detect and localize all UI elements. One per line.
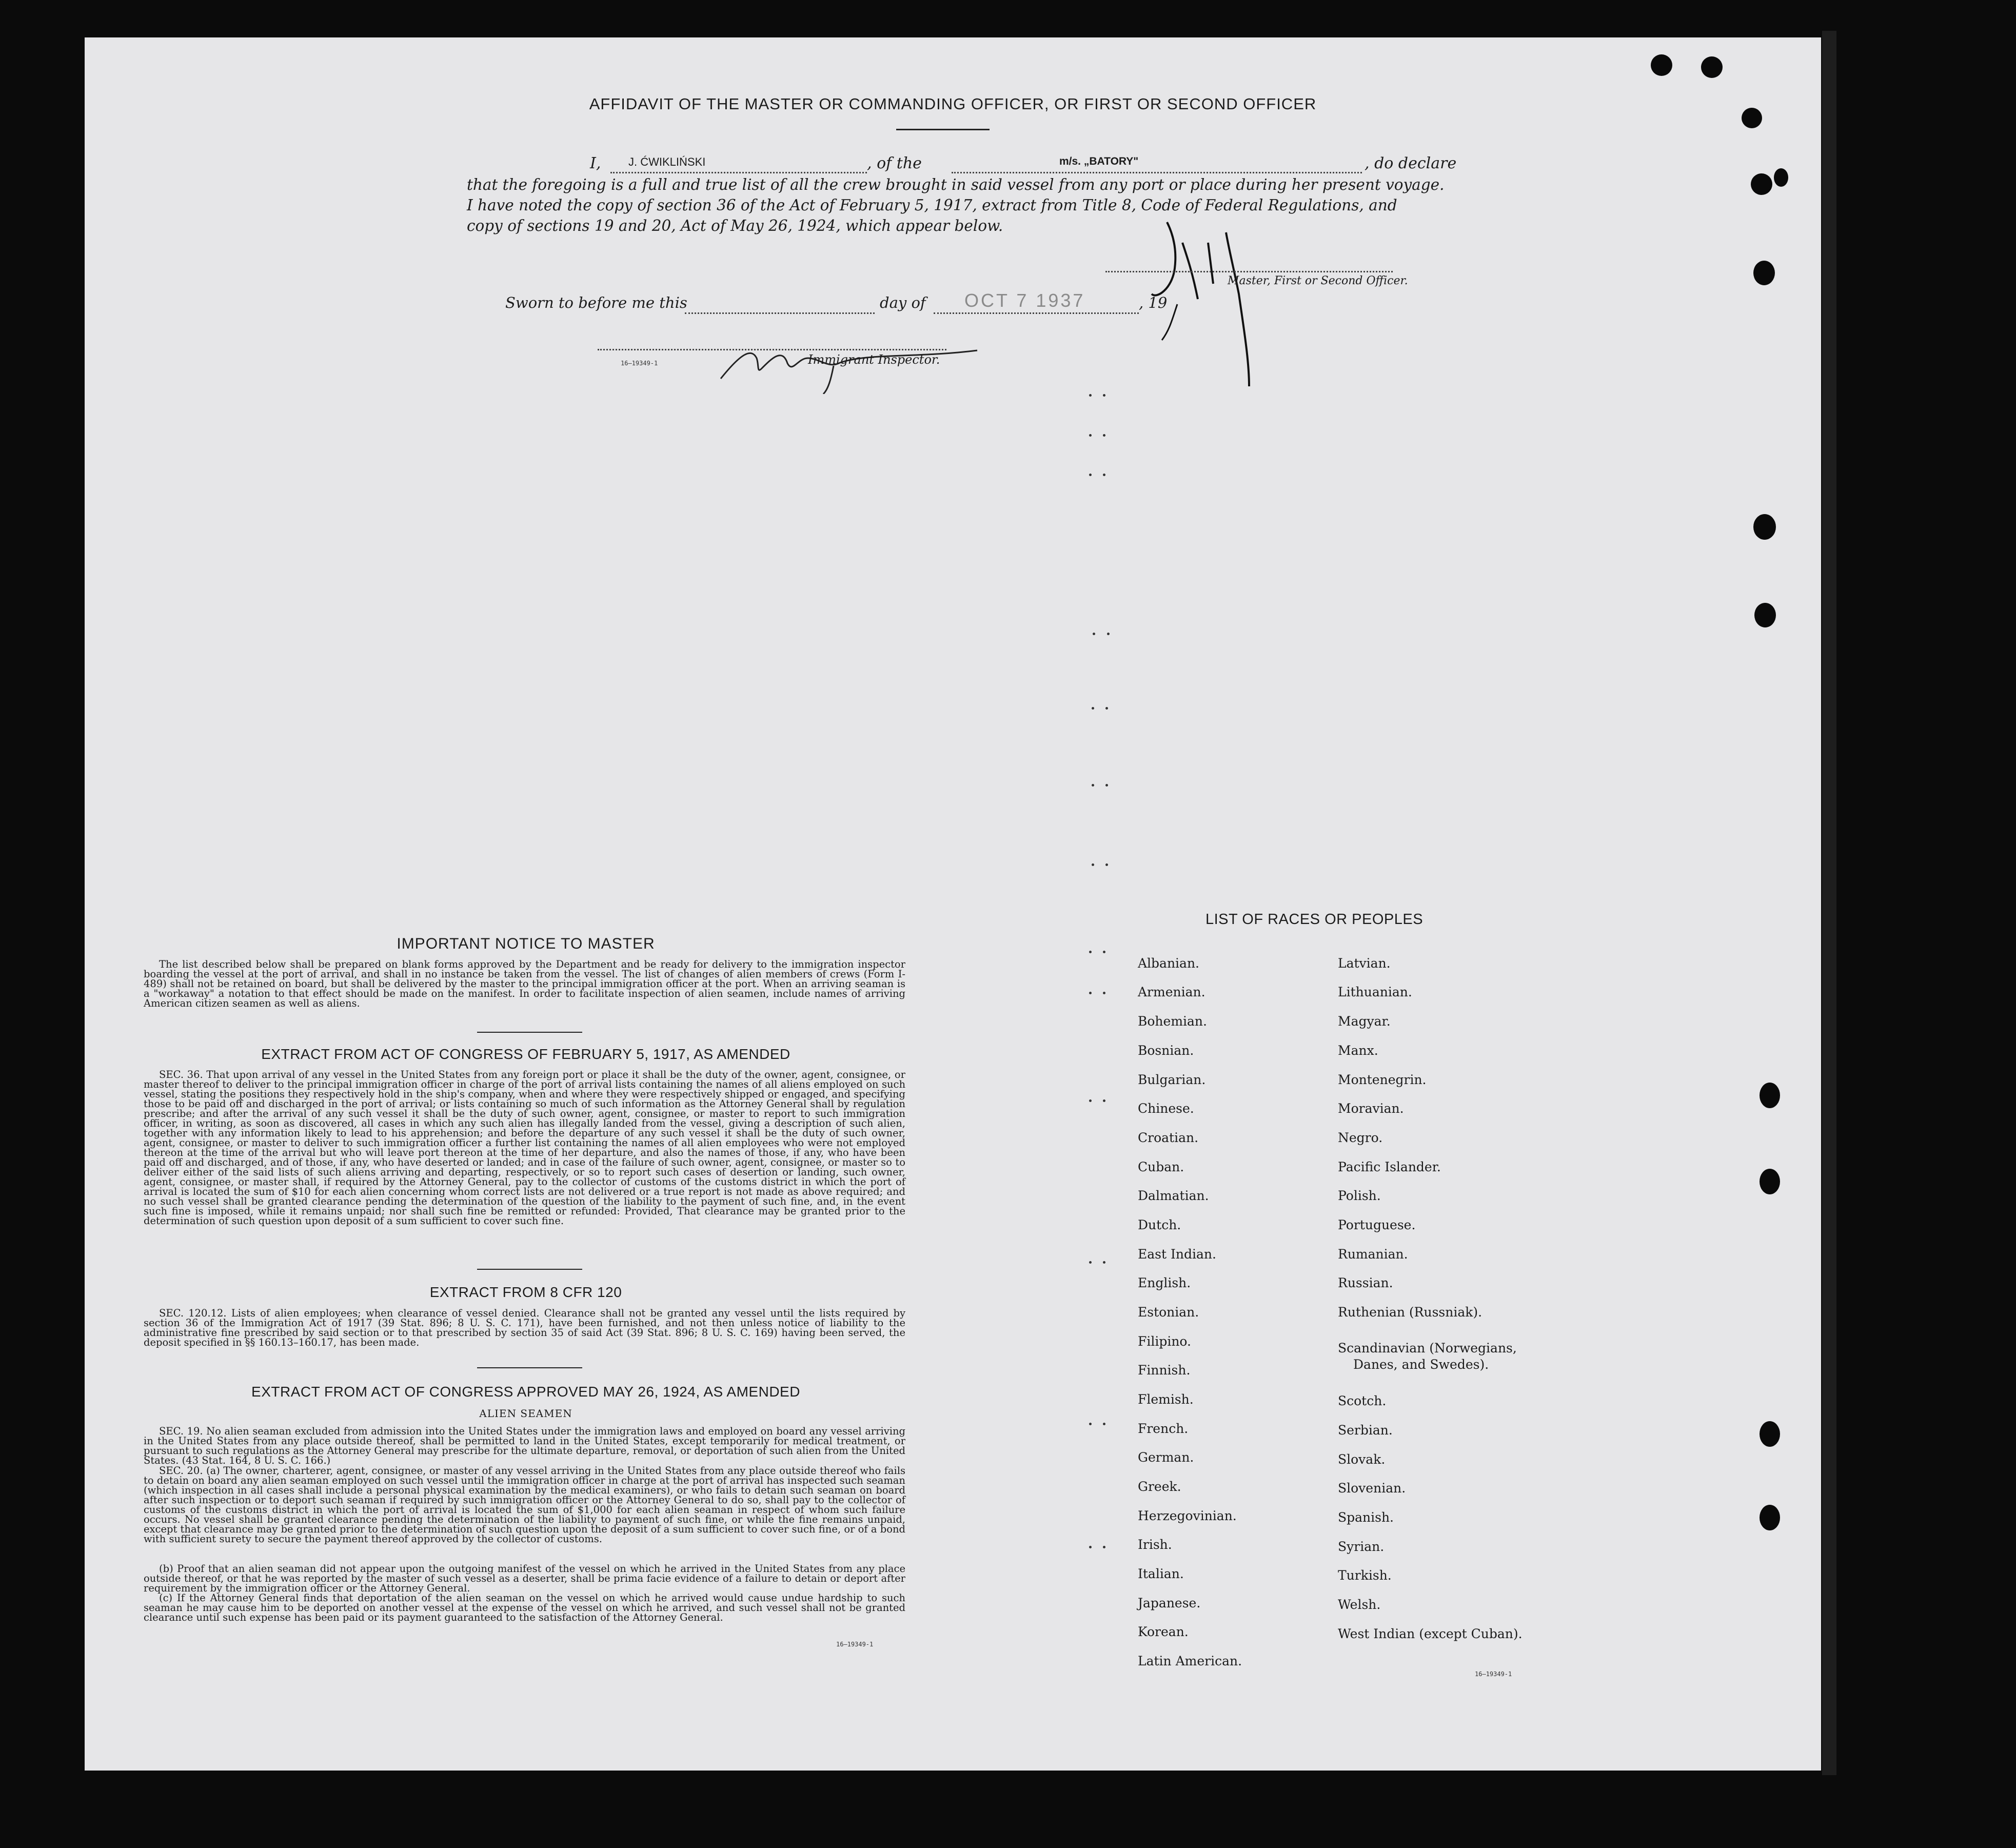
- race-item: Manx.: [1338, 1043, 1378, 1058]
- mark: [1103, 1261, 1105, 1264]
- race-item: Syrian.: [1338, 1539, 1385, 1554]
- extract-form-number: 16—19349-1: [836, 1641, 874, 1648]
- races-title: LIST OF RACES OR PEOPLES: [1205, 911, 1424, 928]
- race-item: Chinese.: [1138, 1101, 1194, 1116]
- race-item: Lithuanian.: [1338, 985, 1412, 999]
- sworn-month-line: [934, 312, 1139, 314]
- race-item: Filipino.: [1138, 1334, 1191, 1349]
- race-item: Montenegrin.: [1338, 1072, 1427, 1087]
- race-item: Irish.: [1138, 1537, 1172, 1552]
- punch-hole: [1760, 1505, 1780, 1530]
- extract1917-title: EXTRACT FROM ACT OF CONGRESS OF FEBRUARY 5, 1917, AS AMENDED: [261, 1046, 790, 1062]
- race-item: Albanian.: [1138, 956, 1200, 971]
- race-item: Scotch.: [1338, 1393, 1387, 1408]
- race-item: Cuban.: [1138, 1159, 1184, 1174]
- race-item: East Indian.: [1138, 1247, 1216, 1262]
- race-item: Portuguese.: [1338, 1217, 1416, 1232]
- race-item: Polish.: [1338, 1188, 1381, 1203]
- inspector-label: Immigrant Inspector.: [808, 352, 940, 367]
- mark: [1103, 992, 1105, 994]
- punch-hole: [1760, 1421, 1780, 1447]
- mark: [1092, 863, 1094, 866]
- race-item: Finnish.: [1138, 1363, 1191, 1378]
- punch-hole: [1753, 514, 1776, 540]
- extract1924-sec20c: (c) If the Attorney General finds that deportation of the alien seaman on the vessel on which he arrived would cause undue hardship to such seaman he may cause him to be deported on another vessel at the expense of the vessel on which he arrived, and such vessel shall not be granted clearance until such expense has been paid or its payment guaranteed to the satisfaction of the Attorney General.: [144, 1592, 905, 1623]
- mark: [1103, 1099, 1105, 1102]
- punch-hole: [1751, 173, 1772, 195]
- race-item: Moravian.: [1338, 1101, 1404, 1116]
- race-item: Slovenian.: [1338, 1481, 1406, 1496]
- year-prefix: , 19: [1139, 294, 1168, 311]
- race-item: Magyar.: [1338, 1014, 1391, 1029]
- race-item: Flemish.: [1138, 1392, 1194, 1407]
- punch-hole: [1651, 54, 1672, 76]
- race-item: Danes, and Swedes).: [1353, 1357, 1489, 1372]
- mark: [1105, 863, 1108, 866]
- mark: [1103, 474, 1105, 476]
- punch-hole: [1742, 108, 1762, 128]
- race-item: Korean.: [1138, 1624, 1189, 1639]
- title-rule: [896, 129, 990, 130]
- affidavit-of-the: , of the: [867, 154, 922, 172]
- sworn-line: [505, 290, 1275, 320]
- mark: [1103, 394, 1105, 397]
- officer-label: Master, First or Second Officer.: [1228, 274, 1408, 287]
- sworn-day-line: [685, 312, 875, 314]
- document-page: [85, 37, 1821, 1771]
- extract1924-sec20b: (b) Proof that an alien seaman did not appear upon the outgoing manifest of the vessel on which he arrived in the United States from any place outside thereof, or that he was reported by the master of such vessel as a deserter, shall be prima facie evidence of a failure to detain or deport after requirement by the immigration officer or the Attorney General.: [144, 1563, 905, 1594]
- master-name: J. ĆWIKLIŃSKI: [628, 155, 706, 168]
- punch-hole: [1760, 1083, 1780, 1108]
- mark: [1089, 1546, 1092, 1548]
- punch-hole: [1754, 603, 1776, 627]
- race-item: Russian.: [1338, 1275, 1393, 1290]
- notice-text: The list described below shall be prepared on blank forms approved by the Department and be ready for delivery to the immigration inspector boarding the vessel at the port of arrival, and shall in no instance be taken from the vessel. The list of changes of alien members of crews (Form I-489) shall not be retained on board, but shall be delivered by the master to the principal immigration officer at the port. When an arriving seaman is a "workaway" a notation to that effect should be made on the manifest. In order to facilitate inspection of alien seamen, include names of arriving American citizen seamen as well as aliens.: [144, 958, 905, 1009]
- race-item: Rumanian.: [1338, 1247, 1408, 1262]
- race-item: Greek.: [1138, 1479, 1181, 1494]
- extract1924-sec20a: SEC. 20. (a) The owner, charterer, agent, consignee, or master of any vessel arriving in the United States from any place outside thereof who fails to detain on board any alien seaman employed on such vessel until the immigration officer in charge at the port of arrival has inspected such seaman (which inspection in all cases shall include a personal physical examination by the medical examiners), or who fails to detain such seaman on board after such inspection or to deport such seaman if required by such immigration officer or the Attorney General to do so, shall pay to the collector of customs of the customs district in which the port of arrival is located the sum of $1,000 for each alien seaman in respect of whom such failure occurs. No vessel shall be granted clearance pending the determination of the liability to payment of such fine, or while the fine remains unpaid, except that clearance may be granted prior to the determination of such question upon the deposit of a sum sufficient to cover such fine, or of a bond with sufficient surety to secure the payment thereof approved by the collector of customs.: [144, 1465, 905, 1545]
- affidavit-do-declare: , do declare: [1365, 154, 1457, 172]
- extract1924-sec19: SEC. 19. No alien seaman excluded from admission into the United States under the immigration laws and employed on board any vessel arriving in the United States from any place outside thereof, shall be permitted to land in the United States, except temporarily for medical treatment, or pursuant to such regulations as the Attorney General may prescribe for the ultimate departure, removal, or deportation of such alien from the United States. (43 Stat. 164, 8 U. S. C. 166.): [144, 1425, 905, 1466]
- race-item: Turkish.: [1338, 1568, 1392, 1583]
- affidavit-line3: I have noted the copy of section 36 of the Act of February 5, 1917, extract from Title 8, Code of Federal Regulations, and: [467, 196, 1397, 214]
- vessel-line: [952, 172, 1362, 173]
- inspector-line: [598, 349, 946, 350]
- notice-title: IMPORTANT NOTICE TO MASTER: [397, 935, 655, 952]
- race-item: Latin American.: [1138, 1654, 1242, 1668]
- punch-hole: [1753, 261, 1775, 285]
- extract1917-rule: [477, 1269, 582, 1270]
- race-item: Bosnian.: [1138, 1043, 1194, 1058]
- punch-hole: [1760, 1169, 1780, 1194]
- race-item: Dutch.: [1138, 1217, 1181, 1232]
- race-item: Herzegovinian.: [1138, 1508, 1237, 1523]
- vessel-name: m/s. „BATORY": [1059, 155, 1139, 167]
- mark: [1089, 434, 1092, 437]
- race-item: French.: [1138, 1421, 1189, 1436]
- race-item: Croatian.: [1138, 1130, 1199, 1145]
- affidavit-line1: [505, 154, 1531, 175]
- race-item: Pacific Islander.: [1338, 1159, 1441, 1174]
- extract1924-title: EXTRACT FROM ACT OF CONGRESS APPROVED MAY 26, 1924, AS AMENDED: [251, 1384, 800, 1400]
- race-item: Bulgarian.: [1138, 1072, 1206, 1087]
- extractCFR-rule: [477, 1367, 582, 1368]
- race-item: Italian.: [1138, 1566, 1184, 1581]
- race-item: Welsh.: [1338, 1597, 1381, 1612]
- affidavit-line4: copy of sections 19 and 20, Act of May 26, 1924, which appear below.: [467, 217, 1003, 234]
- mark: [1103, 1423, 1105, 1425]
- race-item: Slovak.: [1338, 1452, 1386, 1467]
- extractCFR-text: SEC. 120.12. Lists of alien employees; when clearance of vessel denied. Clearance shall not be granted any vessel until the lists required by section 36 of the Immigration Act of 1917 (39 Stat. 896; 8 U. S. C. 171), have been furnished, and not then unless notice of liability to the administrative fine prescribed by said section or to that prescribed by section 35 of said Act (39 Stat. 896; 8 U. S. C. 169) having been served, the deposit specified in §§ 160.13–160.17, has been made.: [144, 1307, 905, 1348]
- race-item: Estonian.: [1138, 1305, 1199, 1320]
- race-item: Scandinavian (Norwegians,: [1338, 1341, 1517, 1355]
- name-line: [610, 172, 867, 173]
- notice-rule: [477, 1032, 582, 1033]
- race-item: Bohemian.: [1138, 1014, 1207, 1029]
- race-item: Negro.: [1338, 1130, 1383, 1145]
- date-stamp: OCT 7 1937: [964, 290, 1085, 311]
- mark: [1107, 633, 1110, 635]
- mark: [1089, 474, 1092, 476]
- races-form-number: 16—19349-1: [1475, 1670, 1512, 1678]
- extract1917-text: SEC. 36. That upon arrival of any vessel in the United States from any foreign port or place it shall be the duty of the owner, agent, consignee, or master thereof to deliver to the principal immigration officer in charge of the port of arrival lists containing the names of all aliens employed on such vessel, stating the positions they respectively hold in the ship's company, when and where they were respectively shipped or engaged, and specifying those to be paid off and discharged in the port of arrival; or lists containing so much of such information as the Attorney General shall by regulation prescribe; and after the arrival of any such vessel it shall be the duty of such owner, agent, consignee, or master to report to such immigration officer, in writing, as soon as discovered, all cases in which any such alien has illegally landed from the vessel, giving a description of such alien, together with any information likely to lead to his apprehension; and before the departure of any such vessel it shall be the duty of such owner, agent, consignee, or master to deliver to such immigration officer a further list containing the names of all alien employees who were not employed thereon at the time of the arrival but who will leave port thereon at the time of her departure, and also the names of those, if any, who have been paid off and discharged, and of those, if any, who have deserted or landed; and in case of the failure of such owner, agent, consignee, or master so to deliver either of the said lists of such aliens arriving and departing, respectively, or so to report such cases of desertion or landing, such owner, agent, consignee, or master shall, if required by the Attorney General, pay to the collector of customs of the customs district in which the port of arrival is located the sum of $10 for each alien concerning whom correct lists are not delivered or a true report is not made as above required; and no such vessel shall be granted clearance pending the determination of the question of the liability to the payment of such fine, and, in the event such fine is imposed, while it remains unpaid; nor shall such fine be remitted or refunded: Provided, That clearance may be granted prior to the determination of such question upon deposit of a sum sufficient to cover such fine.: [144, 1069, 905, 1227]
- mark: [1089, 1261, 1092, 1264]
- affidavit-form-number: 16—19349-1: [621, 360, 658, 367]
- race-item: West Indian (except Cuban).: [1338, 1626, 1523, 1641]
- mark: [1089, 951, 1092, 953]
- mark: [1089, 1099, 1092, 1102]
- extract1924-subtitle: ALIEN SEAMEN: [479, 1407, 572, 1420]
- mark: [1092, 784, 1094, 787]
- race-item: Ruthenian (Russniak).: [1338, 1305, 1483, 1320]
- extractCFR-title: EXTRACT FROM 8 CFR 120: [429, 1284, 622, 1300]
- page-edge: [1822, 31, 1836, 1775]
- mark: [1089, 394, 1092, 397]
- affidavit-line2: that the foregoing is a full and true list of all the crew brought in said vessel from any port or place during her present voyage.: [467, 176, 1445, 193]
- race-item: Latvian.: [1338, 956, 1391, 971]
- race-item: Dalmatian.: [1138, 1188, 1209, 1203]
- mark: [1105, 784, 1108, 787]
- race-item: Japanese.: [1138, 1596, 1201, 1610]
- mark: [1105, 707, 1108, 710]
- mark: [1089, 992, 1092, 994]
- race-item: English.: [1138, 1275, 1191, 1290]
- mark: [1103, 951, 1105, 953]
- race-item: Serbian.: [1338, 1423, 1393, 1438]
- sworn-label: Sworn to before me this: [505, 294, 687, 311]
- affidavit-title: AFFIDAVIT OF THE MASTER OR COMMANDING OFFICER, OR FIRST OR SECOND OFFICER: [589, 95, 1317, 113]
- race-item: Armenian.: [1138, 985, 1205, 999]
- officer-signature-line: [1105, 271, 1393, 272]
- mark: [1103, 1546, 1105, 1548]
- punch-hole: [1774, 168, 1788, 187]
- race-item: Spanish.: [1338, 1510, 1394, 1525]
- affidavit-i: I,: [590, 154, 601, 172]
- mark: [1103, 434, 1105, 437]
- mark: [1092, 707, 1094, 710]
- race-item: German.: [1138, 1450, 1194, 1465]
- mark: [1089, 1423, 1092, 1425]
- mark: [1093, 633, 1095, 635]
- day-of-label: day of: [880, 294, 926, 311]
- punch-hole: [1701, 56, 1723, 78]
